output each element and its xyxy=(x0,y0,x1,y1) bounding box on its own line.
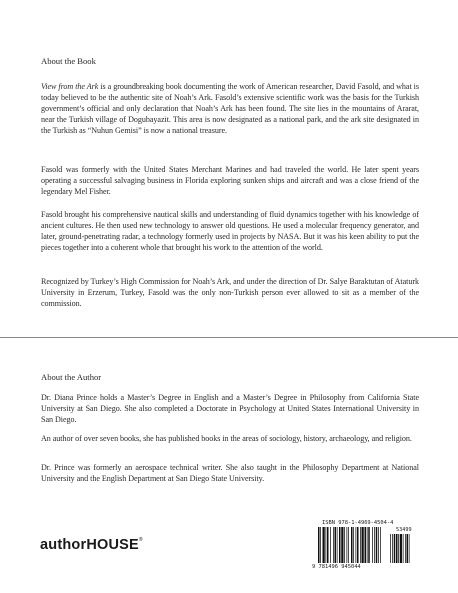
about-author-paragraph-2: An author of over seven books, she has published books in the areas of sociology, history, archaeology, and religion. xyxy=(41,434,412,443)
section-divider xyxy=(0,337,458,338)
book-title: View from the Ark xyxy=(41,82,99,91)
about-book-paragraph-1 xyxy=(41,81,419,136)
trademark-symbol: ® xyxy=(138,537,143,543)
about-book-paragraph-4: Recognized by Turkey’s High Commission for Noah’s Ark, and under the direction of Dr. Salye Baraktutan of Ataturk University in Erzerum, Turkey, Fasold was the only non-Turkish person ever allowed to sit as a member of the commission. xyxy=(41,277,419,309)
isbn-barcode xyxy=(312,520,416,570)
about-book-paragraph-3: Fasold brought his comprehensive nautical skills and understanding of fluid dynamics together with his knowledge of ancient cultures. He then used new technology to answer old questions. He used a molecular frequency generator, and later, ground-penetrating radar, a technology formerly used in projects by NASA. But it was his keen ability to put the pieces together into a coherent whole that brought his work to the attention of the world. xyxy=(41,210,419,253)
logo-author-text: author xyxy=(40,537,87,553)
authorhouse-logo xyxy=(40,537,143,553)
logo-house-text: HOUSE xyxy=(86,537,139,553)
barcode-digits: 9 781496 945044 xyxy=(312,564,361,570)
about-book-paragraph-2: Fasold was formerly with the United States Merchant Marines and had traveled the world. He later spent years operating a successful salvaging business in Florida exploring sunken ships and aircraft and was a close friend of the legendary Mel Fisher. xyxy=(41,165,419,197)
about-author-paragraph-1: Dr. Diana Prince holds a Master’s Degree in English and a Master’s Degree in Philosophy from California State University at San Diego. She also completed a Doctorate in Psychology at United States International University in San Diego. xyxy=(41,393,419,425)
about-author-heading: About the Author xyxy=(41,372,102,382)
isbn-label: ISBN 978-1-4969-4504-4 xyxy=(322,520,394,526)
barcode-addon-number: 53499 xyxy=(396,527,412,533)
about-book-heading: About the Book xyxy=(41,56,96,66)
about-book-paragraph-1-text: is a groundbreaking book documenting the work of American researcher, David Fasold, and what is today believed to be the authentic site of Noah’s Ark. Fasold’s extensive scientific work was the basis for the Turkish government’s official and only declaration that Noah’s Ark has been found. The site lies in the mountains of Ararat, near the Turkish village of Dogubayazit. This area is now designated as a national park, and the ark site designated in the Turkish as “Nuhun Gemisi” is now a national treasure. xyxy=(41,82,419,136)
about-author-paragraph-3: Dr. Prince was formerly an aerospace technical writer. She also taught in the Philosophy Department at National University and the English Department at San Diego State University. xyxy=(41,463,419,484)
